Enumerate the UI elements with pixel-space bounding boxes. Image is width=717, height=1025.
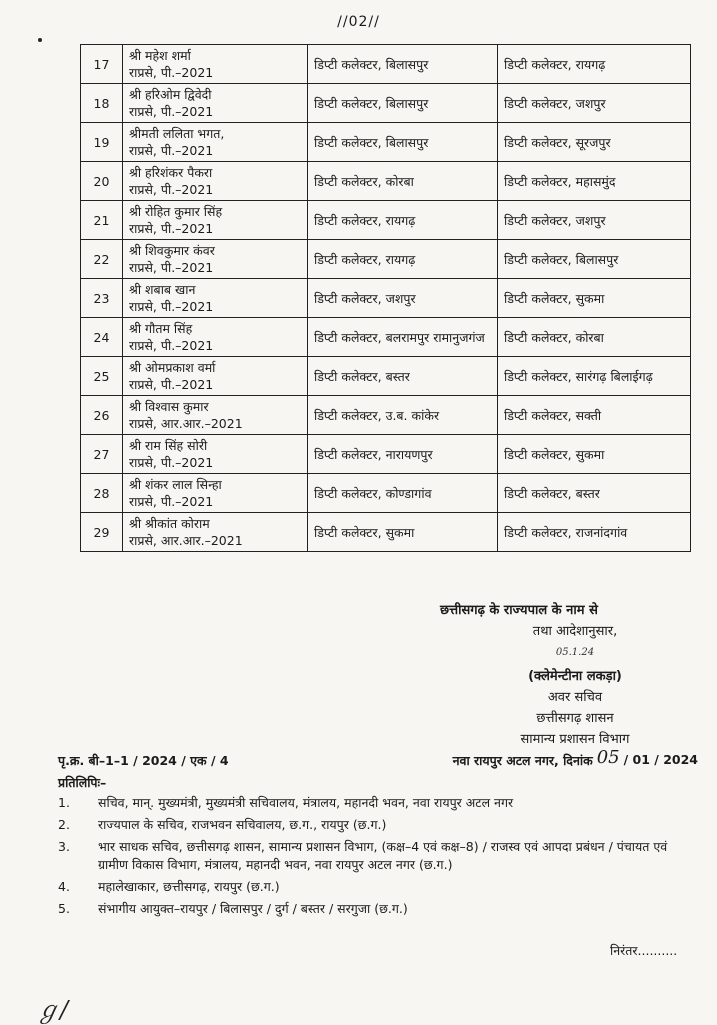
table-row — [81, 84, 691, 123]
copy-recipient: संभागीय आयुक्त–रायपुर / बिलासपुर / दुर्ग / बस्तर / सरगुजा (छ.ग.) — [98, 901, 408, 916]
list-item — [58, 900, 698, 918]
officer-service: राप्रसे, पी.–2021 — [129, 338, 214, 353]
officer-service: राप्रसे, पी.–2021 — [129, 494, 214, 509]
table-row — [81, 318, 691, 357]
new-posting: डिप्टी कलेक्टर, सारंगढ़ बिलाईगढ़ — [498, 357, 691, 396]
list-item — [58, 878, 698, 896]
current-posting: डिप्टी कलेक्टर, रायगढ़ — [308, 240, 498, 279]
new-posting: डिप्टी कलेक्टर, जशपुर — [498, 84, 691, 123]
officer-name: श्री राम सिंह सोरी — [129, 438, 208, 453]
serial-number: 28 — [81, 474, 123, 513]
officer-name: श्री रोहित कुमार सिंह — [129, 204, 223, 219]
serial-number: 21 — [81, 201, 123, 240]
new-posting: डिप्टी कलेक्टर, सक्ती — [498, 396, 691, 435]
officer-service: राप्रसे, पी.–2021 — [129, 104, 214, 119]
current-posting: डिप्टी कलेक्टर, बिलासपुर — [308, 84, 498, 123]
serial-number: 19 — [81, 123, 123, 162]
copy-recipient: महालेखाकार, छत्तीसगढ़, रायपुर (छ.ग.) — [98, 879, 280, 894]
officer-service: राप्रसे, पी.–2021 — [129, 65, 214, 80]
serial-number: 29 — [81, 513, 123, 552]
new-posting: डिप्टी कलेक्टर, बिलासपुर — [498, 240, 691, 279]
officer-name: श्री श्रीकांत कोराम — [129, 516, 210, 531]
list-item — [58, 838, 698, 874]
signatory-dept: सामान्य प्रशासन विभाग — [520, 732, 630, 747]
handwritten-signature: 05.1.24 — [555, 647, 595, 658]
table-row — [81, 513, 691, 552]
new-posting: डिप्टी कलेक्टर, कोरबा — [498, 318, 691, 357]
officer-service: राप्रसे, आर.आर.–2021 — [129, 416, 243, 431]
table-row — [81, 279, 691, 318]
reference-date-rest: / 01 / 2024 — [623, 752, 698, 767]
signatory-designation: अवर सचिव — [547, 690, 603, 705]
signature-line-2: तथा आदेशानुसार, — [532, 624, 618, 639]
copy-list — [58, 794, 698, 922]
officer-service: राप्रसे, पी.–2021 — [129, 455, 214, 470]
signature-line-1: छत्तीसगढ़ के राज्यपाल के नाम से — [440, 603, 598, 618]
officer-cell — [123, 513, 308, 552]
reference-line — [58, 747, 698, 769]
table-row — [81, 396, 691, 435]
new-posting: डिप्टी कलेक्टर, जशपुर — [498, 201, 691, 240]
table-row — [81, 45, 691, 84]
serial-number: 17 — [81, 45, 123, 84]
officer-cell — [123, 318, 308, 357]
new-posting: डिप्टी कलेक्टर, बस्तर — [498, 474, 691, 513]
current-posting: डिप्टी कलेक्टर, बिलासपुर — [308, 123, 498, 162]
officer-name: श्री गौतम सिंह — [129, 321, 193, 336]
serial-number: 24 — [81, 318, 123, 357]
officer-service: राप्रसे, पी.–2021 — [129, 182, 214, 197]
initials-mark: ℊ/ — [36, 996, 69, 1024]
table-row — [81, 162, 691, 201]
serial-number: 27 — [81, 435, 123, 474]
officer-name: श्री विश्वास कुमार — [129, 399, 209, 414]
officer-name: श्री शबाब खान — [129, 282, 196, 297]
copy-title: प्रतिलिपिः– — [58, 775, 107, 790]
current-posting: डिप्टी कलेक्टर, सुकमा — [308, 513, 498, 552]
serial-number: 23 — [81, 279, 123, 318]
reference-number: पृ.क्र. बी–1–1 / 2024 / एक / 4 — [58, 753, 229, 768]
current-posting: डिप्टी कलेक्टर, रायगढ़ — [308, 201, 498, 240]
copy-number: 2. — [58, 817, 70, 832]
page-number: //02// — [337, 14, 380, 30]
transfer-table — [80, 44, 691, 552]
continued-label: निरंतर.......... — [610, 943, 678, 958]
list-item — [58, 794, 698, 812]
officer-name: श्री ओमप्रकाश वर्मा — [129, 360, 216, 375]
ink-dot — [38, 38, 42, 42]
officer-service: राप्रसे, पी.–2021 — [129, 221, 214, 236]
serial-number: 20 — [81, 162, 123, 201]
officer-cell — [123, 45, 308, 84]
new-posting: डिप्टी कलेक्टर, सुकमा — [498, 279, 691, 318]
officer-name: श्री शंकर लाल सिन्हा — [129, 477, 222, 492]
copy-number: 5. — [58, 901, 70, 916]
table-row — [81, 201, 691, 240]
new-posting: डिप्टी कलेक्टर, राजनांदगांव — [498, 513, 691, 552]
serial-number: 18 — [81, 84, 123, 123]
officer-cell — [123, 396, 308, 435]
copy-recipient: सचिव, मान्. मुख्यमंत्री, मुख्यमंत्री सचिवालय, मंत्रालय, महानदी भवन, नवा रायपुर अटल नगर — [98, 795, 514, 810]
officer-cell — [123, 279, 308, 318]
officer-service: राप्रसे, पी.–2021 — [129, 143, 214, 158]
officer-cell — [123, 162, 308, 201]
current-posting: डिप्टी कलेक्टर, बिलासपुर — [308, 45, 498, 84]
officer-cell — [123, 474, 308, 513]
officer-name: श्री हरिओम द्विवेदी — [129, 87, 212, 102]
copy-number: 3. — [58, 839, 70, 854]
copy-recipient: राज्यपाल के सचिव, राजभवन सचिवालय, छ.ग., रायपुर (छ.ग.) — [98, 817, 387, 832]
serial-number: 26 — [81, 396, 123, 435]
officer-name: श्रीमती ललिता भगत, — [129, 126, 225, 141]
officer-service: राप्रसे, आर.आर.–2021 — [129, 533, 243, 548]
current-posting: डिप्टी कलेक्टर, बलरामपुर रामानुजगंज — [308, 318, 498, 357]
officer-name: श्री शिवकुमार कंवर — [129, 243, 215, 258]
reference-place: नवा रायपुर अटल नगर, दिनांक — [452, 753, 593, 768]
signatory-name: (क्लेमेन्टीना लकड़ा) — [528, 669, 622, 684]
officer-cell — [123, 357, 308, 396]
officer-cell — [123, 84, 308, 123]
table-row — [81, 474, 691, 513]
officer-name: श्री हरिशंकर पैकरा — [129, 165, 213, 180]
officer-cell — [123, 240, 308, 279]
current-posting: डिप्टी कलेक्टर, जशपुर — [308, 279, 498, 318]
serial-number: 22 — [81, 240, 123, 279]
current-posting: डिप्टी कलेक्टर, कोण्डागांव — [308, 474, 498, 513]
serial-number: 25 — [81, 357, 123, 396]
table-row — [81, 435, 691, 474]
current-posting: डिप्टी कलेक्टर, नारायणपुर — [308, 435, 498, 474]
new-posting: डिप्टी कलेक्टर, सूरजपुर — [498, 123, 691, 162]
current-posting: डिप्टी कलेक्टर, बस्तर — [308, 357, 498, 396]
officer-cell — [123, 435, 308, 474]
officer-service: राप्रसे, पी.–2021 — [129, 260, 214, 275]
new-posting: डिप्टी कलेक्टर, सुकमा — [498, 435, 691, 474]
table-row — [81, 123, 691, 162]
officer-name: श्री महेश शर्मा — [129, 48, 191, 63]
table-row — [81, 357, 691, 396]
table-row — [81, 240, 691, 279]
new-posting: डिप्टी कलेक्टर, महासमुंद — [498, 162, 691, 201]
officer-cell — [123, 123, 308, 162]
copy-number: 4. — [58, 879, 70, 894]
officer-service: राप्रसे, पी.–2021 — [129, 377, 214, 392]
signature-block — [440, 600, 710, 750]
current-posting: डिप्टी कलेक्टर, कोरबा — [308, 162, 498, 201]
list-item — [58, 816, 698, 834]
copy-recipient: भार साधक सचिव, छत्तीसगढ़ शासन, सामान्य प्रशासन विभाग, (कक्ष–4 एवं कक्ष–8) / राजस्व एवं आपदा प्रबंधन / पंचायत एवं ग्रामीण विकास विभाग, मंत्रालय, महानदी भवन, नवा रायपुर अटल नगर (छ.ग.) — [98, 839, 668, 872]
officer-cell — [123, 201, 308, 240]
new-posting: डिप्टी कलेक्टर, रायगढ़ — [498, 45, 691, 84]
signatory-govt: छत्तीसगढ़ शासन — [536, 711, 614, 726]
copy-number: 1. — [58, 795, 70, 810]
officer-service: राप्रसे, पी.–2021 — [129, 299, 214, 314]
current-posting: डिप्टी कलेक्टर, उ.ब. कांकेर — [308, 396, 498, 435]
reference-date-day: 05 — [596, 747, 620, 768]
